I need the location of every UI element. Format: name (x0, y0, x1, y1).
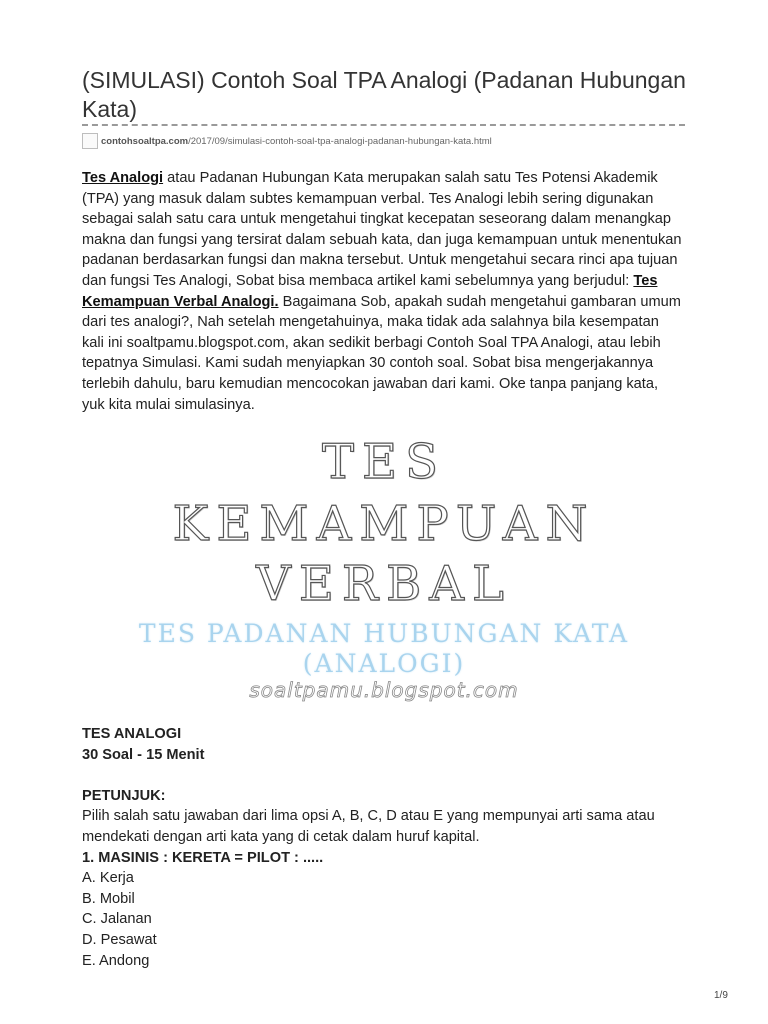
source-domain[interactable]: contohsoaltpa.com (101, 136, 189, 147)
source-path[interactable]: /2017/09/simulasi-contoh-soal-tpa-analogi-padanan-hubungan-kata.html (188, 136, 492, 147)
question-1-option-d: D. Pesawat (82, 931, 157, 948)
question-1-option-b: B. Mobil (82, 890, 135, 907)
link-tes-kemampuan-verbal[interactable]: Tes Kemampuan Verbal Analogi. (82, 272, 658, 310)
intro-text-1: atau Padanan Hubungan Kata merupakan salah satu Tes Potensi Akademik (TPA) yang masuk dalam subtes kemampuan verbal. Tes Analogi lebih sering digunakan sebagai salah satu cara untuk mengetahui tingkat kecepatan seseorang dalam menangkap makna dan fungsi yang tersirat dalam sebuah kata, dan juga kemampuan untuk menentukan padanan berdasarkan fungsi dan makna tersebut. Untuk mengetahui secara rinci apa tujuan dan fungsi Tes Analogi, Sobat bisa membaca artikel kami sebelumnya yang berjudul: (82, 170, 682, 289)
source-url (82, 133, 692, 151)
link-tes-analogi[interactable]: Tes Analogi (82, 170, 164, 186)
test-section (82, 724, 682, 971)
banner-subtitle-2: (ANALOGI) (302, 649, 466, 678)
banner-line-2: KEMAMPUAN (172, 496, 596, 552)
favicon-placeholder-icon (82, 133, 98, 149)
banner-subtitle-1: TES PADANAN HUBUNGAN KATA (138, 619, 630, 648)
intro-text-2: Bagaimana Sob, apakah sudah mengetahui gambaran umum dari tes analogi?, Nah setelah mengetahuinya, maka tidak ada salahnya bila kesempatan kali ini soaltpamu.blogspot.com, akan sedikit berbagi Contoh Soal TPA Analogi, atau lebih tepatnya Simulasi. Kami sudah menyiapkan 30 contoh soal. Sobat bisa mengerjakannya terlebih dahulu, baru kemudian mencocokan jawaban dari kami. Oke tanpa panjang kata, yuk kita mulai simulasinya. (82, 293, 681, 413)
instructions-heading: PETUNJUK: (82, 787, 166, 804)
question-1-option-e: E. Andong (82, 952, 150, 969)
title-divider (82, 124, 685, 126)
banner-line-3: VERBAL (256, 556, 512, 612)
banner-line-1: TES (322, 434, 446, 490)
spacer (82, 765, 682, 786)
banner-image (82, 430, 686, 705)
test-meta: 30 Soal - 15 Menit (82, 746, 205, 763)
instructions-text: Pilih salah satu jawaban dari lima opsi A, B, C, D atau E yang mempunyai arti sama atau mendekati dengan arti kata yang di cetak dalam huruf kapital. (82, 808, 655, 845)
page-number: 1/9 (714, 990, 728, 1001)
page-title: (SIMULASI) Contoh Soal TPA Analogi (Padanan Hubungan Kata) (82, 67, 686, 122)
question-1-prompt: 1. MASINIS : KERETA = PILOT : ..... (82, 849, 324, 866)
question-1-option-a: A. Kerja (82, 870, 134, 887)
banner-watermark: soaltpamu.blogspot.com (249, 678, 519, 702)
question-1-option-c: C. Jalanan (82, 911, 152, 928)
intro-paragraph (82, 168, 682, 415)
test-heading: TES ANALOGI (82, 726, 182, 742)
